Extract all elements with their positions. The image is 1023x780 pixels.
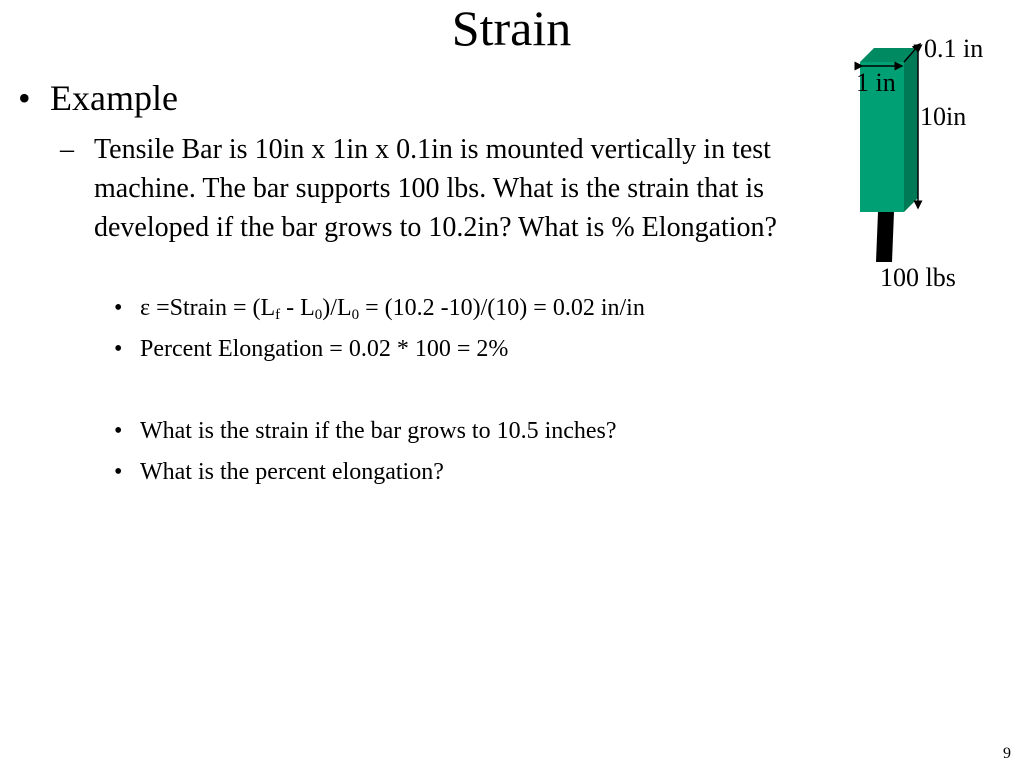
- subscript-0: 0: [351, 307, 360, 323]
- dash-marker: –: [60, 134, 74, 165]
- problem-statement: Tensile Bar is 10in x 1in x 0.1in is mounted vertically in test machine. The bar supports 100 lbs. What is the strain that is developed if the bar grows to 10.2in? What is % Elongation?: [94, 134, 777, 243]
- percent-elongation-item: [114, 334, 508, 364]
- bullet-dot: •: [18, 78, 31, 118]
- load-clamp: [876, 212, 894, 262]
- percent-elongation-text: Percent Elongation = 0.02 * 100 = 2%: [140, 336, 509, 362]
- bullet-dot: •: [114, 295, 123, 321]
- slide-title: Strain: [451, 0, 572, 56]
- bullet-dot: •: [114, 418, 123, 444]
- bar-side-face: [904, 48, 918, 212]
- bullet-example-text: Example: [50, 78, 178, 118]
- question-strain-text: What is the strain if the bar grows to 10.5 inches?: [140, 418, 617, 444]
- strain-formula-lead: ε =Strain = (L: [140, 295, 276, 321]
- question-elongation-item: [114, 457, 444, 487]
- tensile-bar-figure: [840, 30, 1020, 270]
- thickness-label: 0.1 in: [924, 34, 984, 63]
- strain-formula-tail: = (10.2 -10)/(10) = 0.02 in/in: [359, 295, 645, 321]
- bullet-dot: •: [114, 459, 123, 485]
- strain-formula-mid2: )/L: [322, 295, 352, 321]
- bullet-dot: •: [114, 336, 123, 362]
- strain-formula-item: [114, 293, 645, 323]
- bullet-example: [18, 76, 178, 120]
- length-label: 10in: [920, 102, 967, 131]
- load-label: 100 lbs: [880, 263, 956, 292]
- subscript-f: f: [275, 307, 281, 323]
- strain-formula-mid1: - L: [280, 295, 315, 321]
- question-strain-item: [114, 416, 617, 446]
- subscript-0: 0: [314, 307, 323, 323]
- width-label: 1 in: [856, 68, 896, 97]
- page-number: 9: [1003, 745, 1011, 762]
- question-elongation-text: What is the percent elongation?: [140, 459, 444, 485]
